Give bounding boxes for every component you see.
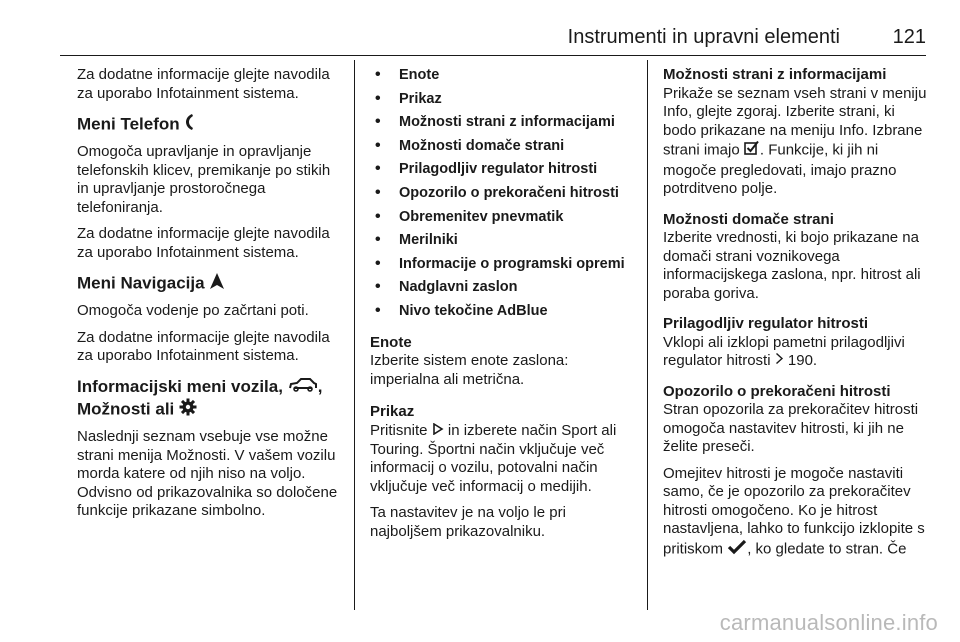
column-right xyxy=(663,66,931,568)
list-item: • Nivo tekočine AdBlue xyxy=(370,302,636,320)
checkmark-icon xyxy=(727,539,747,561)
telefon-body: Omogoča upravljanje in opravljanje telefonskih klicev, premikanje po stikih in upravljanje prostoročnega telefoniranja. xyxy=(77,143,331,216)
gear-icon xyxy=(179,398,197,422)
acc-heading: Prilagodljiv regulator hitrosti xyxy=(663,315,869,332)
column-divider-1 xyxy=(354,60,355,610)
list-item: • Prikaz xyxy=(370,90,636,108)
home-heading: Možnosti domače strani xyxy=(663,210,834,228)
navigation-body: Omogoča vodenje po začrtani poti. xyxy=(77,302,309,319)
column-left xyxy=(77,66,342,529)
speed-body: Stran opozorila za prekoračitev hitrosti omogoča nastavitev hitrosti, ki jih ne želite preseči. xyxy=(663,401,919,456)
list-item: • Nadglavni zaslon xyxy=(370,278,636,296)
options-list xyxy=(370,66,636,320)
navigation-heading: Meni Navigacija xyxy=(77,272,342,296)
enote-heading: Enote xyxy=(370,333,412,351)
watermark: carmanualsonline.info xyxy=(719,610,938,635)
home-body: Izberite vrednosti, ki bojo prikazane na domači strani voznikovega informacijskega zaslona, npr. hitrost ali poraba goriva. xyxy=(663,229,921,302)
telefon-more: Za dodatne informacije glejte navodila za uporabo Infotainment sistema. xyxy=(77,225,330,261)
prikaz-heading: Prikaz xyxy=(370,403,415,421)
enote-body: Izberite sistem enote zaslona: imperialna ali metrična. xyxy=(370,352,569,388)
page-reference-icon xyxy=(775,352,784,371)
list-item: • Možnosti domače strani xyxy=(370,137,636,155)
checkbox-checked-icon xyxy=(744,140,760,162)
info-pages-body: Prikaže se seznam vseh strani v meniju Info, glejte zgoraj. Izberite strani, ki bodo prikazane na meniju Info. Izbrane strani imajo . Funkcije, ki jih ni mogoče pregledovati, imajo prazno potrditveno polje. xyxy=(663,84,927,197)
speed-more: Omejitev hitrosti je mogoče nastaviti samo, če je opozorilo za prekoračitev hitrosti omogočeno. Ko je hitrost nastavljena, lahko to funkcijo izklopite s pritiskom , ko gledate to stran. Če xyxy=(663,465,931,561)
telefon-heading: Meni Telefon xyxy=(77,113,342,137)
page-number: 121 xyxy=(892,26,926,48)
header-rule xyxy=(60,55,926,56)
navigation-arrow-icon xyxy=(209,272,225,296)
car-icon xyxy=(288,376,318,398)
prikaz-body: Pritisnite in izberete način Sport ali Touring. Športni način vključuje več informacij o vozilu, potovalni način vključuje več informacij o medijih. xyxy=(370,422,617,495)
intro-paragraph: Za dodatne informacije glejte navodila za uporabo Infotainment sistema. xyxy=(77,66,330,102)
running-title: Instrumenti in upravni elementi xyxy=(567,26,840,48)
info-menu-body: Naslednji seznam vsebuje vse možne strani menija Možnosti. V vašem vozilu morda katere od njih niso na voljo. Odvisno od prikazovalnika so določene funkcije prikazane simbolno. xyxy=(77,428,338,520)
play-outline-icon xyxy=(432,422,444,441)
column-middle xyxy=(370,66,636,549)
list-item: • Možnosti strani z informacijami xyxy=(370,113,636,131)
speed-heading: Opozorilo o prekoračeni hitrosti xyxy=(663,382,891,400)
list-item: • Merilniki xyxy=(370,231,636,249)
prikaz-more: Ta nastavitev je na voljo le pri najboljšem prikazovalniku. xyxy=(370,504,566,540)
page-header xyxy=(60,26,926,54)
list-item: • Prilagodljiv regulator hitrosti xyxy=(370,160,636,178)
acc-body: Vklopi ali izklopi pametni prilagodljivi regulator hitrosti 190. xyxy=(663,333,905,370)
column-divider-2 xyxy=(647,60,648,610)
list-item: • Enote xyxy=(370,66,636,84)
list-item: • Opozorilo o prekoračeni hitrosti xyxy=(370,184,636,202)
phone-icon xyxy=(184,113,194,137)
list-item: • Obremenitev pnevmatik xyxy=(370,208,636,226)
navigation-more: Za dodatne informacije glejte navodila za uporabo Infotainment sistema. xyxy=(77,328,330,364)
info-menu-heading: Informacijski meni vozila, , Možnosti ali xyxy=(77,376,342,423)
info-pages-heading: Možnosti strani z informacijami xyxy=(663,66,887,83)
list-item: • Informacije o programski opremi xyxy=(370,255,636,273)
